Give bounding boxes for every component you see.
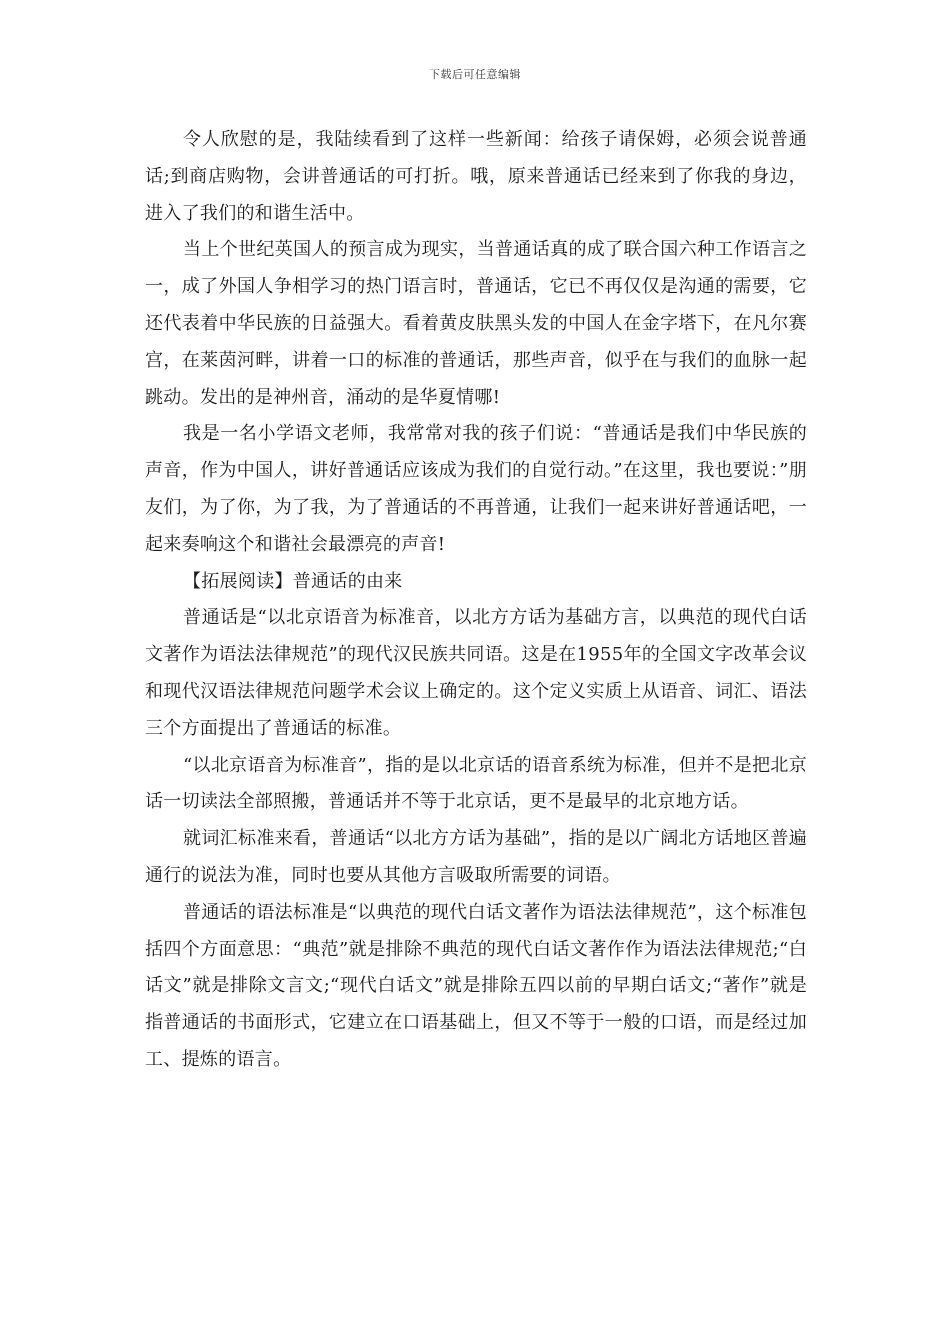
paragraph-1: 令人欣慰的是，我陆续看到了这样一些新闻：给孩子请保姆，必须会说普通话;到商店购物，会讲普通话的可打折。哦，原来普通话已经来到了你我的身边，进入了我们的和谐生活中。 (145, 129, 807, 224)
section-heading-extended-reading: 【拓展阅读】普通话的由来 (183, 570, 403, 592)
paragraph-7: 就词汇标准来看，普通话“以北方方话为基础”，指的是以广阔北方话地区普遍通行的说法为准，同时也要从其他方言吸取所需要的词语。 (145, 828, 807, 886)
paragraph-3: 我是一名小学语文老师，我常常对我的孩子们说：“普通话是我们中华民族的声音，作为中国人，讲好普通话应该成为我们的自觉行动。”在这里，我也要说：”朋友们，为了你，为了我，为了普通话的不再普通，让我们一起来讲好普通话吧，一起来奏响这个和谐社会最漂亮的声音! (145, 423, 807, 555)
page-header: 下载后可任意编辑 (429, 68, 521, 81)
paragraph-2: 当上个世纪英国人的预言成为现实，当普通话真的成了联合国六种工作语言之一，成了外国人争相学习的热门语言时，普通话，它已不再仅仅是沟通的需要，它还代表着中华民族的日益强大。看着黄皮肤黑头发的中国人在金字塔下，在凡尔赛宫，在莱茵河畔，讲着一口的标准的普通话，那些声音，似乎在与我们的血脉一起跳动。发出的是神州音，涌动的是华夏情哪! (145, 239, 807, 408)
paragraph-6: “以北京语音为标准音”，指的是以北京话的语音系统为标准，但并不是把北京话一切读法全部照搬，普通话并不等于北京话，更不是最早的北京地方话。 (145, 754, 807, 813)
document-body (145, 122, 807, 1079)
paragraph-8: 普通话的语法标准是“以典范的现代白话文著作为语法法律规范”，这个标准包括四个方面意思：“典范”就是排除不典范的现代白话文著作作为语法法律规范;“白话文”就是排除文言文;“现代白话文”就是排除五四以前的早期白话文;“著作”就是指普通话的书面形式，它建立在口语基础上，但又不等于一般的口语，而是经过加工、提炼的语言。 (145, 901, 807, 1070)
paragraph-5: 普通话是“以北京语音为标准音，以北方方话为基础方言，以典范的现代白话文著作为语法法律规范”的现代汉民族共同语。这是在1955年的全国文字改革会议和现代汉语法律规范问题学术会议上确定的。这个定义实质上从语音、词汇、语法三个方面提出了普通话的标准。 (145, 607, 807, 739)
